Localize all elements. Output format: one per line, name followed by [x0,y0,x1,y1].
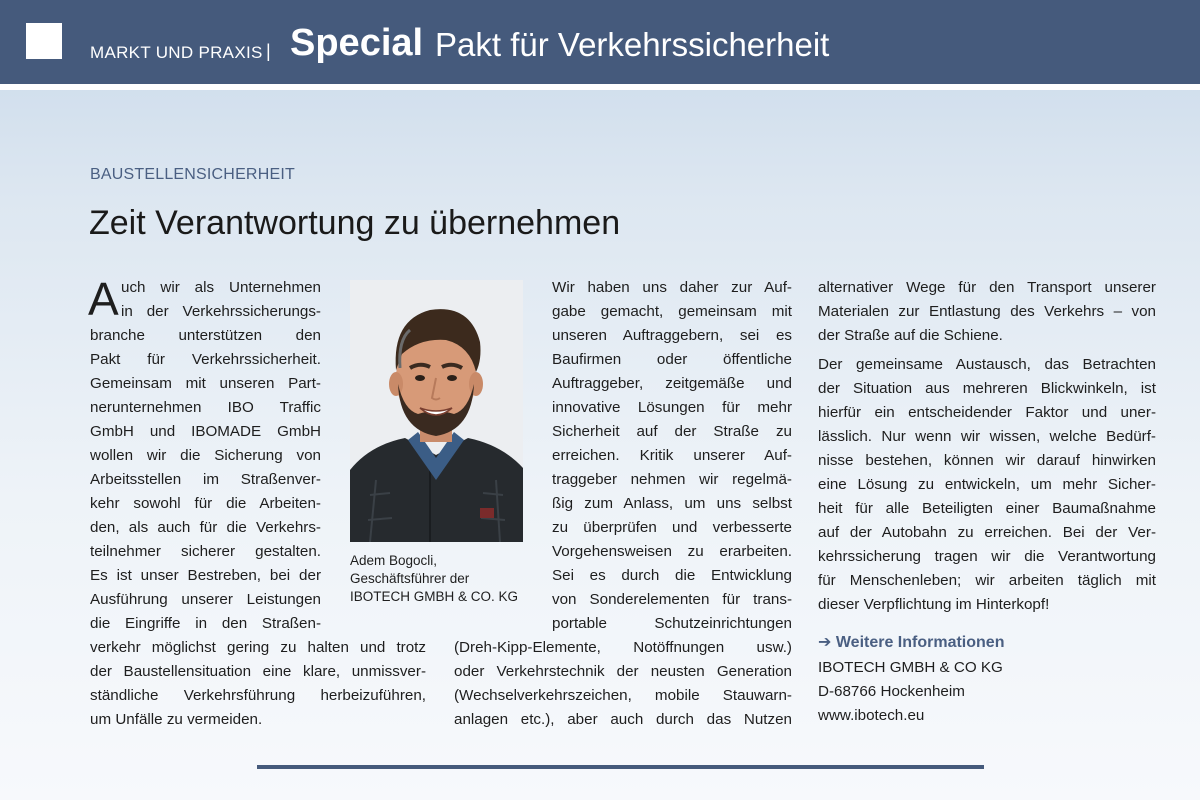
info-heading: ➔ Weitere Informationen [818,634,1005,651]
text-line: eine Lösung zu entwickeln, um mehr Sicher- [818,476,1156,493]
text-line: teilnehmer sicherer gestalten. [90,543,321,560]
text-line: oder Verkehrstechnik der neusten Generation [454,663,792,680]
text-line: zu überprüfen und verbesserte [552,519,792,536]
text-line: Wir haben uns daher zur Auf- [552,279,792,296]
caption-line: Geschäftsführer der [350,571,470,586]
text-line: dieser Verpflichtung im Hinterkopf! [818,596,1050,613]
text-line: Gemeinsam mit unseren Part- [90,375,321,392]
caption-line: Adem Bogocli, [350,553,438,568]
header-square-icon [26,23,62,59]
text-line: Sicherheit auf der Straße zu [552,423,792,440]
text-line: für Menschenleben; wir arbeiten täglich mit [818,572,1156,589]
text-line: anlagen etc.), aber auch durch das Nutzen [454,711,792,728]
text-line: Arbeitsstellen im Straßenver- [90,471,321,488]
column-3-para-2 [818,353,1156,617]
text-line: gabe gemacht, gemeinsam mit [552,303,792,320]
info-address: D-68766 Hockenheim [818,683,965,700]
text-line: der Straße auf die Schiene. [818,327,1003,344]
column-2-lower [454,636,792,732]
text-line: Der gemeinsame Austausch, das Betrachten [818,356,1156,373]
text-line: Sei es durch die Entwicklung [552,567,792,584]
text-line: der Situation aus mehreren Blickwinkeln, ist [818,380,1156,397]
text-line: Baufirmen oder öffentliche [552,351,792,368]
header-divider [0,84,1200,90]
text-line: Ausführung unserer Leistungen [90,591,321,608]
text-line: ständliche Verkehrsführung herbeizuführen, [90,687,426,704]
text-line: branche unterstützen den [90,327,321,344]
text-line: (Wechselverkehrszeichen, mobile Stauwarn- [454,687,792,704]
text-line: wollen wir die Sicherung von [90,447,321,464]
text-line: Es ist unser Bestreben, bei der [90,567,321,584]
text-line: lässlich. Nur wenn wir wissen, welche Bedürf- [818,428,1156,445]
text-line: nerunternehmen IBO Traffic [90,399,321,416]
section-label: MARKT UND PRAXIS [90,43,263,62]
info-website-link[interactable]: www.ibotech.eu [818,707,925,724]
text-line: portable Schutzeinrichtungen [552,615,792,632]
drop-cap: A [88,273,119,325]
special-label: Special [290,22,424,64]
info-company: IBOTECH GMBH & CO KG [818,659,1003,676]
text-line: traggeber nehmen wir regelmä- [552,471,792,488]
text-line: GmbH und IBOMADE GmbH [90,423,321,440]
footer-rule [257,765,984,769]
text-line: von Sonderelementen für trans- [552,591,792,608]
text-line: alternativer Wege für den Transport unserer [818,279,1156,296]
text-line: verkehr möglichst gering zu halten und trotz [90,639,426,656]
article-headline: Zeit Verantwortung zu übernehmen [89,204,621,242]
text-line: Materialen zur Entlastung des Verkehrs – von [818,303,1156,320]
page-header [0,0,1200,84]
caption-line: IBOTECH GMBH & CO. KG [350,589,519,604]
column-3-para-1 [818,276,1156,348]
photo-caption [350,552,518,606]
text-line: der Baustellensituation eine klare, unmissver- [90,663,426,680]
text-line: heit für alle Beteiligten einer Baumaßnahme [818,500,1156,517]
text-line: ßig zum Anlass, um uns selbst [552,495,792,512]
header-topic: Pakt für Verkehrssicherheit [435,26,830,63]
column-1-upper [121,276,321,324]
column-2-text [552,276,792,636]
text-line: um Unfälle zu vermeiden. [90,711,263,728]
header-separator: | [266,41,271,61]
text-line: Vorgehensweisen zu erarbeiten. [552,543,792,560]
portrait-illustration [350,280,523,542]
text-line: die Eingriffe in den Straßen- [90,615,321,632]
text-line: in der Verkehrssicherungs- [121,303,321,320]
column-1-lower [90,636,426,732]
text-line: uch wir als Unternehmen [121,279,321,296]
text-line: nisse bestehen, können wir darauf hinwirken [818,452,1156,469]
text-line: erreichen. Kritik unserer Auf- [552,447,792,464]
text-line: Pakt für Verkehrssicherheit. [90,351,321,368]
text-line: Auftraggeber, zeitgemäße und [552,375,792,392]
portrait-photo [350,280,523,542]
column-1-text [90,324,321,636]
text-line: innovative Lösungen für mehr [552,399,792,416]
text-line: hierfür ein entscheidender Faktor und uner- [818,404,1156,421]
text-line: kehrssicherung tragen wir die Verantwortung [818,548,1156,565]
text-line: kehr sowohl für die Arbeiten- [90,495,321,512]
text-line: unseren Auftraggebern, sei es [552,327,792,344]
text-line: den, als auch für die Verkehrs- [90,519,321,536]
text-line: (Dreh-Kipp-Elemente, Notöffnungen usw.) [454,639,792,656]
article-kicker: BAUSTELLENSICHERHEIT [90,166,295,183]
text-line: auf der Autobahn zu erreichen. Bei der Ver- [818,524,1156,541]
